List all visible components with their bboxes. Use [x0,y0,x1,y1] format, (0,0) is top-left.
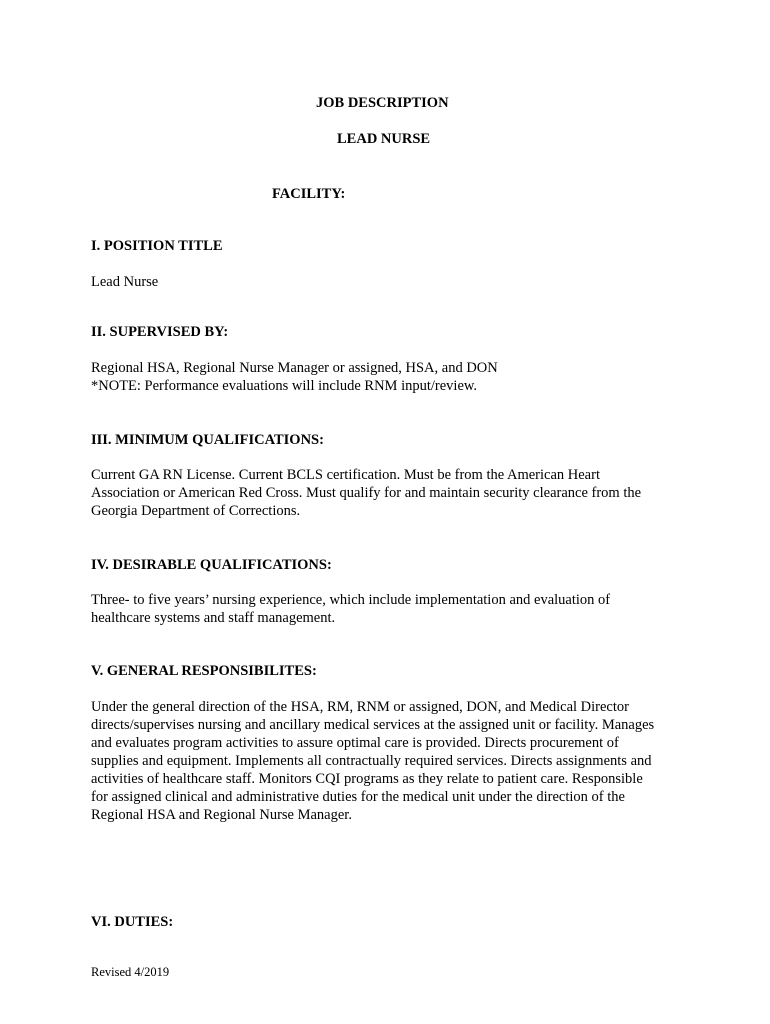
body-line: activities of healthcare staff. Monitors CQI programs as they relate to patient care. Responsible [91,771,643,787]
body-line: directs/supervises nursing and ancillary medical services at the assigned unit or facility. Manages [91,717,655,733]
body-line: Under the general direction of the HSA, RM, RNM or assigned, DON, and Medical Director [91,699,629,715]
body-line: Regional HSA, Regional Nurse Manager or assigned, HSA, and DON [91,360,498,376]
section-body-minimum-qualifications [91,466,691,520]
section-body-position-title [91,273,691,291]
body-line: Regional HSA and Regional Nurse Manager. [91,807,352,823]
section-heading-duties: VI. DUTIES: [91,914,174,930]
section-body-general-responsibilities [91,698,691,824]
body-line: Association or American Red Cross. Must qualify for and maintain security clearance from the [91,485,642,501]
body-line: and evaluates program activities to assure optimal care is provided. Directs procurement of [91,735,619,751]
facility-label: FACILITY: [272,186,346,202]
document-title: JOB DESCRIPTION [316,95,449,111]
section-heading-supervised-by: II. SUPERVISED BY: [91,324,229,340]
section-heading-desirable-qualifications: IV. DESIRABLE QUALIFICATIONS: [91,557,332,573]
body-line: Georgia Department of Corrections. [91,503,301,519]
section-body-supervised-by [91,359,691,395]
body-line: Three- to five years’ nursing experience, which include implementation and evaluation of [91,592,611,608]
body-line: Lead Nurse [91,274,159,290]
body-line: for assigned clinical and administrative duties for the medical unit under the direction of the [91,789,625,805]
body-line: healthcare systems and staff management. [91,610,336,626]
section-heading-general-responsibilities: V. GENERAL RESPONSIBILITES: [91,663,317,679]
body-line: *NOTE: Performance evaluations will include RNM input/review. [91,378,478,394]
section-heading-position-title: I. POSITION TITLE [91,238,223,254]
section-heading-minimum-qualifications: III. MINIMUM QUALIFICATIONS: [91,432,324,448]
body-line: supplies and equipment. Implements all contractually required services. Directs assignments and [91,753,652,769]
body-line: Current GA RN License. Current BCLS certification. Must be from the American Heart [91,467,600,483]
section-body-desirable-qualifications [91,591,691,627]
revision-footer: Revised 4/2019 [91,965,170,979]
document-subtitle: LEAD NURSE [337,131,431,147]
